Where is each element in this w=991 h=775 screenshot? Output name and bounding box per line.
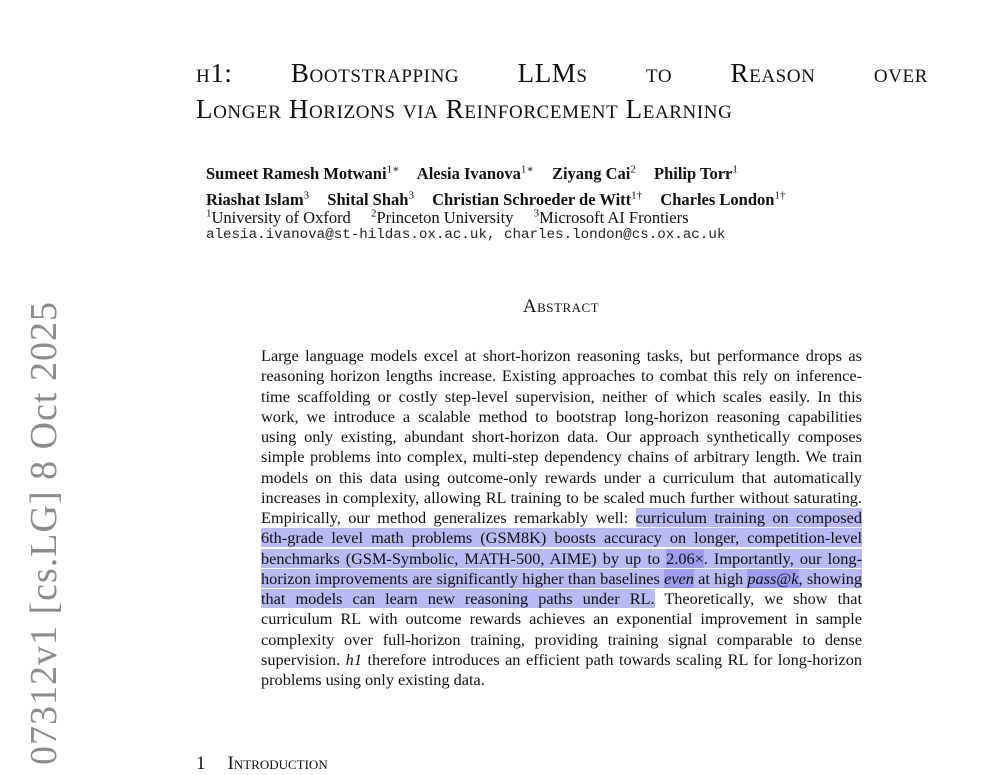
title-line-1: h1: Bootstrapping LLMs to Reason over	[196, 58, 928, 88]
affiliation: $^1$University of Oxford	[206, 207, 351, 227]
title-line-2: Longer Horizons via Reinforcement Learning	[196, 94, 733, 124]
arxiv-identifier-stamp: 07312v1 [cs.LG] 8 Oct 2025	[23, 301, 65, 765]
highlighted-emphasis[interactable]: even	[664, 568, 694, 588]
highlighted-text[interactable]: curriculum training on composed 6th-grade level math problems (GSM8K) boosts accuracy on longer, competition-level benchmarks (GSM-Symbolic, MATH-500, AIME) by up to	[261, 508, 862, 568]
contact-emails: alesia.ivanova@st-hildas.ox.ac.uk, charles.london@cs.ox.ac.uk	[206, 227, 726, 243]
method-name: h1	[345, 649, 362, 669]
abstract-heading: Abstract	[522, 296, 600, 317]
author-name: Philip Torr$^1$	[653, 163, 738, 183]
author-name: Alesia Ivanova$^{1∗}$	[416, 163, 534, 183]
abstract-text	[261, 346, 862, 690]
section-heading	[196, 753, 328, 775]
abstract-part-3: therefore introduces an efficient path towards scaling RL for long-horizon problems using only existing data.	[261, 649, 863, 689]
author-row-1	[206, 158, 799, 185]
author-name: Shital Shah$^3$	[327, 189, 414, 209]
author-name: Riashat Islam$^3$	[206, 189, 310, 209]
highlighted-text[interactable]: . Importantly, our long-horizon improvements are significantly higher than baselines	[261, 548, 862, 588]
section-number: 1	[196, 753, 206, 774]
abstract-part-2: Theoretically, we show that curriculum RL with outcome rewards achieves an exponential improvement in sample complexity over full-horizon training, providing training signal comparable to dense supervision.	[261, 589, 863, 669]
author-name: Ziyang Cai$^2$	[551, 163, 636, 183]
highlighted-value[interactable]: 2.06×	[666, 548, 704, 568]
section-title: Introduction	[227, 753, 328, 774]
author-name: Sumeet Ramesh Motwani$^{1∗}$	[206, 163, 400, 183]
author-name: Christian Schroeder de Witt$^{1\dagger}$	[432, 189, 643, 209]
affiliation: $^2$Princeton University	[370, 207, 514, 227]
abstract-part-1: Large language models excel at short-horizon reasoning tasks, but performance drops as reasoning horizon lengths increase. Existing approaches to combat this rely on inference-time scaffolding or costly step-level supervision, neither of which scales easily. In this work, we introduce a scalable method to bootstrap long-horizon reasoning capabilities using only existing, abundant short-horizon data. Our approach synthetically composes simple problems into complex, multi-step dependency chains of arbitrary length. We train models on this data using outcome-only rewards under a curriculum that automatically increases in complexity, allowing RL training to be scaled much further without saturating. Empirically, our method generalizes remarkably well:	[261, 346, 862, 527]
highlighted-text[interactable]: , showing that models can learn new reasoning paths under RL.	[261, 568, 863, 608]
highlighted-emphasis[interactable]: pass@k	[747, 568, 799, 588]
affiliation: $^3$Microsoft AI Frontiers	[533, 207, 689, 227]
paper-title	[196, 55, 928, 127]
highlighted-text[interactable]: at high	[693, 568, 748, 588]
author-name: Charles London$^{1\dagger}$	[660, 189, 786, 209]
